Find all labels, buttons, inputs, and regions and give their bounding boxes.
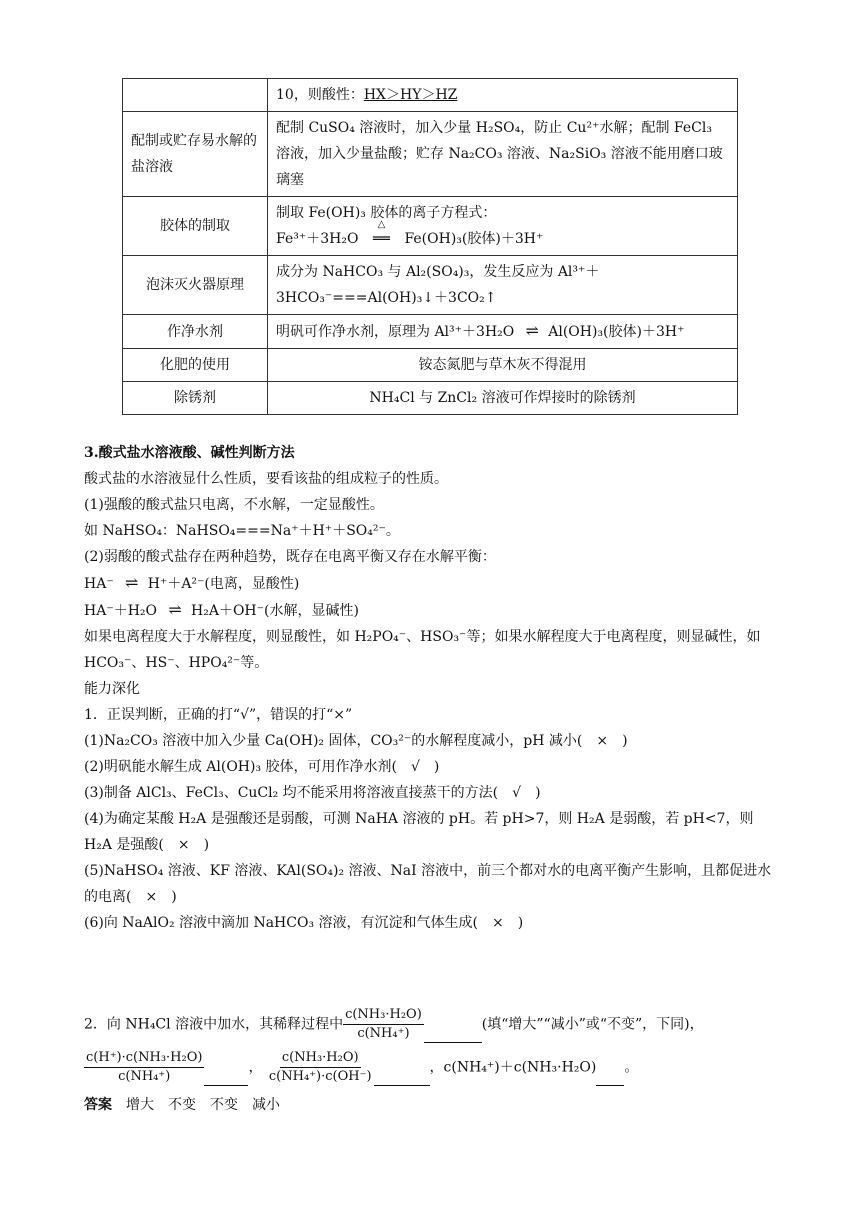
table-cell-label: 泡沫灭火器原理 [123, 256, 268, 315]
table-cell-label: 胶体的制取 [123, 197, 268, 256]
judgement-item: (4)为确定某酸 H₂A 是强酸还是弱酸，可测 NaHA 溶液的 pH。若 pH>7，则 H₂A 是弱酸，若 pH<7，则 H₂A 是强酸( × ) [84, 811, 754, 853]
application-table [122, 78, 738, 415]
heat-equals-sign: △ ══ [358, 226, 404, 252]
equation-line: 如 NaHSO₄：NaHSO₄===Na⁺＋H⁺＋SO₄²⁻。 [84, 523, 400, 539]
table-cell-label: 配制或贮存易水解的盐溶液 [123, 112, 268, 197]
table-cell [268, 79, 738, 112]
fraction [267, 1049, 374, 1086]
question-2-line1 [84, 1006, 784, 1043]
equation-right: H₂A＋OH⁻(水解，显碱性) [191, 603, 359, 619]
question-stem: 2．向 NH₄Cl 溶液中加水，其稀释过程中 [84, 1016, 344, 1033]
equilibrium-arrow-icon: ⇌ [168, 600, 180, 619]
answer-label: 答案 [84, 1097, 112, 1113]
answer-blank[interactable] [596, 1085, 624, 1086]
fraction-numerator: c(NH₃·H₂O) [343, 1006, 424, 1025]
judgement-item: (3)制备 AlCl₃、FeCl₃、CuCl₂ 均不能采用将溶液直接蒸干的方法( √ ) [84, 785, 541, 801]
fraction [343, 1006, 424, 1043]
table-cell-label: 化肥的使用 [123, 349, 268, 382]
colloid-equation [276, 219, 729, 252]
answer-blank[interactable] [374, 1085, 430, 1086]
table-cell: 配制 CuSO₄ 溶液时，加入少量 H₂SO₄，防止 Cu²⁺水解；配制 FeCl₃ 溶液，加入少量盐酸；贮存 Na₂CO₃ 溶液、Na₂SiO₃ 溶液不能用磨口玻璃塞 [268, 112, 738, 197]
question-stem: 1．正误判断，正确的打“√”，错误的打“×” [84, 707, 353, 723]
table-cell-label: 作净水剂 [123, 315, 268, 349]
answer-text: 增大 不变 不变 减小 [126, 1097, 280, 1113]
paragraph: 如果电离程度大于水解程度，则显酸性，如 H₂PO₄⁻、HSO₃⁻等；如果水解程度大于电离程度，则显碱性，如 HCO₃⁻、HS⁻、HPO₄²⁻等。 [84, 629, 761, 671]
fraction-denominator: c(NH₄⁺) [357, 1026, 410, 1041]
subsection-title: 能力深化 [84, 681, 140, 697]
equation-left: HA⁻＋H₂O [84, 603, 158, 619]
table-cell: 成分为 NaHCO₃ 与 Al₂(SO₄)₃，发生反应为 Al³⁺＋3HCO₃⁻===Al(OH)₃↓＋3CO₂↑ [268, 256, 738, 315]
table-cell-label: 除锈剂 [123, 382, 268, 415]
question-stem-tail: (填“增大”“减小”或“不变”，下同)， [481, 1016, 704, 1033]
judgement-item: (5)NaHSO₄ 溶液、KF 溶液、KAl(SO₄)₂ 溶液、NaI 溶液中，前三个都对水的电离平衡产生影响，且都促进水的电离( × ) [84, 863, 772, 905]
table-row [123, 79, 738, 112]
fraction-numerator: c(H⁺)·c(NH₃·H₂O) [84, 1049, 204, 1068]
equilibrium-arrow-icon: ⇌ [525, 321, 537, 340]
equation-right: Al(OH)₃(胶体)＋3H⁺ [548, 324, 685, 340]
question-2 [84, 1006, 784, 1116]
table-cell: 铵态氮肥与草木灰不得混用 [268, 349, 738, 382]
table-cell [123, 79, 268, 112]
section-heading: 3.酸式盐水溶液酸、碱性判断方法 [84, 445, 295, 461]
cell-text: 制取 Fe(OH)₃ 胶体的离子方程式： [276, 205, 497, 221]
judgement-item: (6)向 NaAlO₂ 溶液中滴加 NaHCO₃ 溶液，有沉淀和气体生成( × ) [84, 915, 524, 931]
section-3 [84, 440, 784, 936]
table-row [123, 256, 738, 315]
table-cell [268, 315, 738, 349]
fraction [84, 1049, 204, 1086]
answer-blank[interactable] [204, 1085, 248, 1086]
paragraph: 酸式盐的水溶液显什么性质，要看该盐的组成粒子的性质。 [84, 471, 448, 487]
underlined-answer: HX＞HY＞HZ [363, 87, 458, 103]
equation-left: HA⁻ [84, 576, 114, 592]
answer-line [84, 1094, 784, 1116]
table-row [123, 197, 738, 256]
hydrolysis-equation [84, 597, 784, 624]
equation-right: H⁺＋A²⁻(电离，显酸性) [147, 576, 300, 592]
fraction-denominator: c(NH₄⁺)·c(OH⁻) [268, 1069, 372, 1084]
judgement-item: (1)Na₂CO₃ 溶液中加入少量 Ca(OH)₂ 固体，CO₃²⁻的水解程度减小，pH 减小( × ) [84, 733, 628, 749]
paragraph: (2)弱酸的酸式盐存在两种趋势，既存在电离平衡又存在水解平衡： [84, 549, 496, 565]
equation-left: 明矾可作净水剂，原理为 Al³⁺＋3H₂O [276, 324, 515, 340]
equation-right: Fe(OH)₃(胶体)＋3H⁺ [404, 231, 544, 247]
answer-blank[interactable] [424, 1042, 482, 1043]
table-row [123, 349, 738, 382]
fraction-numerator: c(NH₃·H₂O) [280, 1049, 361, 1068]
judgement-item: (2)明矾能水解生成 Al(OH)₃ 胶体，可用作净水剂( √ ) [84, 759, 440, 775]
equilibrium-arrow-icon: ⇌ [125, 573, 137, 592]
ionization-equation [84, 570, 784, 597]
table-cell [268, 197, 738, 256]
table-row [123, 315, 738, 349]
cell-text: 10，则酸性： [276, 87, 364, 103]
equation-left: Fe³⁺＋3H₂O [276, 231, 359, 247]
fraction-denominator: c(NH₄⁺) [118, 1069, 171, 1084]
question-2-line2: $\frac{\text{c(H⁺)·c(NH₃·H₂O)}}{\text{c(NH₄⁺)}}$ ， $\frac{\text{c(NH₃·H₂O)}}{\text{c(NH₄⁺)·c(OH⁻)}}$ ，c(NH₄⁺)＋c(NH₃·H₂O) 。 [86, 1050, 639, 1084]
table-cell: NH₄Cl 与 ZnCl₂ 溶液可作焊接时的除锈剂 [268, 382, 738, 415]
paragraph: (1)强酸的酸式盐只电离，不水解，一定显酸性。 [84, 497, 384, 513]
question-tail: ，c(NH₄⁺)＋c(NH₃·H₂O) [429, 1059, 597, 1076]
table-row [123, 382, 738, 415]
heat-symbol: △ [377, 219, 386, 230]
table-row [123, 112, 738, 197]
